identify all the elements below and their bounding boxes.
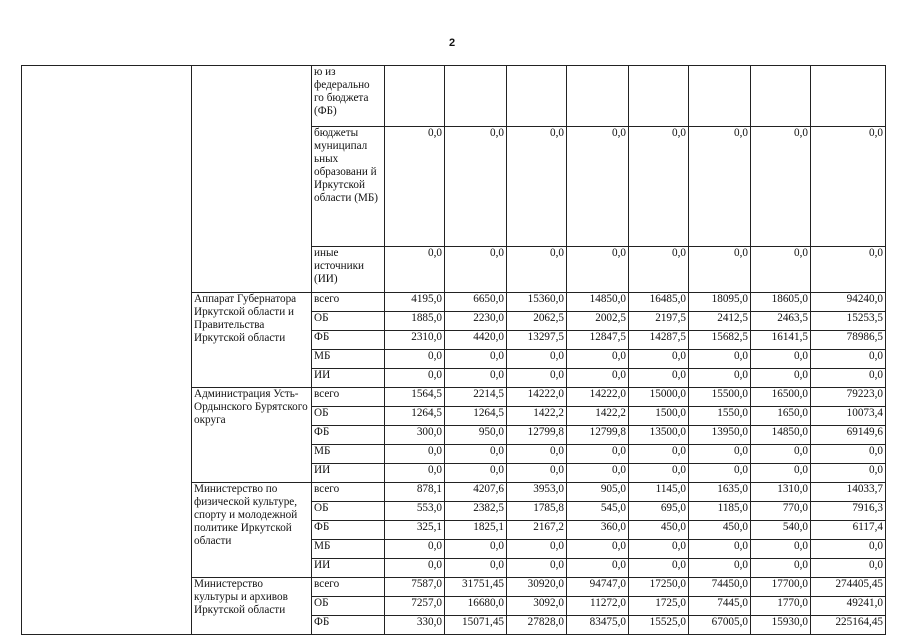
value-cell: 2230,0 bbox=[445, 312, 507, 331]
value-cell: 1785,8 bbox=[507, 502, 567, 521]
value-cell: 2197,5 bbox=[629, 312, 689, 331]
value-cell: 1635,0 bbox=[689, 483, 751, 502]
value-cell: 0,0 bbox=[507, 464, 567, 483]
value-cell: 450,0 bbox=[689, 521, 751, 540]
value-cell: 6117,4 bbox=[811, 521, 886, 540]
source-label: ОБ bbox=[312, 312, 385, 331]
value-cell: 11272,0 bbox=[567, 597, 629, 616]
value-cell: 0,0 bbox=[751, 559, 811, 578]
value-cell: 1564,5 bbox=[385, 388, 445, 407]
value-cell: 0,0 bbox=[567, 369, 629, 388]
value-cell: 1885,0 bbox=[385, 312, 445, 331]
value-cell: 18095,0 bbox=[689, 293, 751, 312]
value-cell: 14850,0 bbox=[567, 293, 629, 312]
value-cell: 0,0 bbox=[629, 350, 689, 369]
value-cell: 17700,0 bbox=[751, 578, 811, 597]
value-cell: 6650,0 bbox=[445, 293, 507, 312]
value-cell: 16141,5 bbox=[751, 331, 811, 350]
value-cell: 950,0 bbox=[445, 426, 507, 445]
value-cell: 1770,0 bbox=[751, 597, 811, 616]
source-label-continued: иные источники (ИИ) bbox=[312, 247, 385, 293]
value-cell: 1145,0 bbox=[629, 483, 689, 502]
value-cell: 0,0 bbox=[445, 464, 507, 483]
value-cell: 0,0 bbox=[567, 247, 629, 293]
value-cell bbox=[811, 66, 886, 127]
value-cell: 3092,0 bbox=[507, 597, 567, 616]
value-cell: 17250,0 bbox=[629, 578, 689, 597]
value-cell: 0,0 bbox=[507, 540, 567, 559]
value-cell: 4207,6 bbox=[445, 483, 507, 502]
value-cell: 0,0 bbox=[629, 559, 689, 578]
value-cell: 7587,0 bbox=[385, 578, 445, 597]
table-row bbox=[22, 66, 886, 127]
value-cell: 0,0 bbox=[629, 540, 689, 559]
value-cell: 15682,5 bbox=[689, 331, 751, 350]
value-cell: 0,0 bbox=[811, 247, 886, 293]
value-cell: 12847,5 bbox=[567, 331, 629, 350]
value-cell: 15000,0 bbox=[629, 388, 689, 407]
source-label: ФБ bbox=[312, 616, 385, 635]
value-cell: 1185,0 bbox=[689, 502, 751, 521]
org-cell-continued bbox=[192, 66, 312, 293]
value-cell: 15500,0 bbox=[689, 388, 751, 407]
value-cell: 14222,0 bbox=[507, 388, 567, 407]
value-cell: 695,0 bbox=[629, 502, 689, 521]
source-label: ФБ bbox=[312, 426, 385, 445]
value-cell: 0,0 bbox=[507, 445, 567, 464]
source-label: всего bbox=[312, 483, 385, 502]
value-cell: 4195,0 bbox=[385, 293, 445, 312]
value-cell: 14033,7 bbox=[811, 483, 886, 502]
source-label-continued: ю из федерально го бюджета (ФБ) bbox=[312, 66, 385, 127]
value-cell: 14222,0 bbox=[567, 388, 629, 407]
value-cell: 0,0 bbox=[445, 247, 507, 293]
value-cell: 2167,2 bbox=[507, 521, 567, 540]
value-cell: 2463,5 bbox=[751, 312, 811, 331]
value-cell: 14287,5 bbox=[629, 331, 689, 350]
value-cell: 49241,0 bbox=[811, 597, 886, 616]
value-cell: 0,0 bbox=[385, 540, 445, 559]
value-cell: 27828,0 bbox=[507, 616, 567, 635]
value-cell: 0,0 bbox=[507, 127, 567, 247]
value-cell: 7445,0 bbox=[689, 597, 751, 616]
value-cell: 15360,0 bbox=[507, 293, 567, 312]
value-cell bbox=[689, 66, 751, 127]
value-cell: 2062,5 bbox=[507, 312, 567, 331]
value-cell: 1264,5 bbox=[385, 407, 445, 426]
value-cell: 360,0 bbox=[567, 521, 629, 540]
value-cell: 15071,45 bbox=[445, 616, 507, 635]
value-cell: 2310,0 bbox=[385, 331, 445, 350]
source-label: ОБ bbox=[312, 407, 385, 426]
budget-table bbox=[21, 65, 886, 635]
value-cell: 0,0 bbox=[689, 350, 751, 369]
value-cell: 0,0 bbox=[507, 247, 567, 293]
value-cell: 0,0 bbox=[629, 445, 689, 464]
value-cell: 450,0 bbox=[629, 521, 689, 540]
page-number: 2 bbox=[448, 37, 456, 49]
value-cell bbox=[629, 66, 689, 127]
value-cell: 0,0 bbox=[567, 559, 629, 578]
program-column-blank bbox=[22, 66, 192, 635]
value-cell: 330,0 bbox=[385, 616, 445, 635]
value-cell: 553,0 bbox=[385, 502, 445, 521]
value-cell: 13297,5 bbox=[507, 331, 567, 350]
value-cell: 0,0 bbox=[567, 540, 629, 559]
value-cell: 30920,0 bbox=[507, 578, 567, 597]
value-cell: 0,0 bbox=[385, 369, 445, 388]
value-cell bbox=[507, 66, 567, 127]
value-cell: 0,0 bbox=[567, 464, 629, 483]
value-cell: 0,0 bbox=[751, 540, 811, 559]
source-label: МБ bbox=[312, 540, 385, 559]
source-label: ФБ bbox=[312, 331, 385, 350]
value-cell: 0,0 bbox=[751, 127, 811, 247]
org-name: Министерство культуры и архивов Иркутской области bbox=[192, 578, 312, 635]
value-cell: 1422,2 bbox=[507, 407, 567, 426]
value-cell: 2382,5 bbox=[445, 502, 507, 521]
value-cell: 0,0 bbox=[689, 559, 751, 578]
source-label: ОБ bbox=[312, 597, 385, 616]
source-label: всего bbox=[312, 388, 385, 407]
value-cell: 0,0 bbox=[811, 350, 886, 369]
value-cell: 0,0 bbox=[751, 350, 811, 369]
source-label: ИИ bbox=[312, 464, 385, 483]
source-label: ИИ bbox=[312, 369, 385, 388]
value-cell: 79223,0 bbox=[811, 388, 886, 407]
value-cell: 13500,0 bbox=[629, 426, 689, 445]
value-cell: 15525,0 bbox=[629, 616, 689, 635]
value-cell: 770,0 bbox=[751, 502, 811, 521]
value-cell: 12799,8 bbox=[507, 426, 567, 445]
value-cell: 4420,0 bbox=[445, 331, 507, 350]
value-cell: 16680,0 bbox=[445, 597, 507, 616]
value-cell: 0,0 bbox=[445, 127, 507, 247]
value-cell: 545,0 bbox=[567, 502, 629, 521]
org-name: Аппарат Губернатора Иркутской области и Правительства Иркутской области bbox=[192, 293, 312, 388]
value-cell: 14850,0 bbox=[751, 426, 811, 445]
value-cell: 0,0 bbox=[811, 464, 886, 483]
value-cell: 0,0 bbox=[567, 445, 629, 464]
value-cell: 0,0 bbox=[689, 127, 751, 247]
value-cell: 3953,0 bbox=[507, 483, 567, 502]
value-cell: 0,0 bbox=[629, 127, 689, 247]
value-cell: 31751,45 bbox=[445, 578, 507, 597]
org-name: Администрация Усть-Ордынского Бурятского округа bbox=[192, 388, 312, 483]
value-cell: 1500,0 bbox=[629, 407, 689, 426]
value-cell: 16500,0 bbox=[751, 388, 811, 407]
value-cell: 0,0 bbox=[507, 369, 567, 388]
value-cell: 0,0 bbox=[385, 350, 445, 369]
value-cell: 225164,45 bbox=[811, 616, 886, 635]
value-cell: 0,0 bbox=[629, 247, 689, 293]
value-cell: 540,0 bbox=[751, 521, 811, 540]
value-cell: 0,0 bbox=[385, 445, 445, 464]
value-cell: 0,0 bbox=[689, 540, 751, 559]
value-cell: 0,0 bbox=[507, 350, 567, 369]
value-cell: 0,0 bbox=[445, 559, 507, 578]
value-cell: 1650,0 bbox=[751, 407, 811, 426]
value-cell: 0,0 bbox=[689, 464, 751, 483]
value-cell: 2412,5 bbox=[689, 312, 751, 331]
value-cell: 274405,45 bbox=[811, 578, 886, 597]
value-cell: 0,0 bbox=[689, 445, 751, 464]
value-cell: 300,0 bbox=[385, 426, 445, 445]
value-cell: 18605,0 bbox=[751, 293, 811, 312]
value-cell: 0,0 bbox=[811, 540, 886, 559]
source-label: ОБ bbox=[312, 502, 385, 521]
value-cell: 0,0 bbox=[445, 540, 507, 559]
value-cell: 83475,0 bbox=[567, 616, 629, 635]
value-cell: 0,0 bbox=[751, 247, 811, 293]
value-cell bbox=[385, 66, 445, 127]
value-cell: 2002,5 bbox=[567, 312, 629, 331]
value-cell: 0,0 bbox=[811, 127, 886, 247]
value-cell: 0,0 bbox=[567, 350, 629, 369]
value-cell: 15253,5 bbox=[811, 312, 886, 331]
value-cell: 69149,6 bbox=[811, 426, 886, 445]
value-cell bbox=[567, 66, 629, 127]
source-label: всего bbox=[312, 578, 385, 597]
source-label: ИИ bbox=[312, 559, 385, 578]
value-cell: 2214,5 bbox=[445, 388, 507, 407]
value-cell: 13950,0 bbox=[689, 426, 751, 445]
value-cell: 0,0 bbox=[385, 464, 445, 483]
value-cell: 0,0 bbox=[445, 350, 507, 369]
source-label: МБ bbox=[312, 445, 385, 464]
value-cell: 0,0 bbox=[751, 464, 811, 483]
value-cell: 0,0 bbox=[751, 445, 811, 464]
value-cell: 1422,2 bbox=[567, 407, 629, 426]
value-cell: 0,0 bbox=[385, 127, 445, 247]
value-cell: 0,0 bbox=[385, 559, 445, 578]
value-cell: 74450,0 bbox=[689, 578, 751, 597]
value-cell: 1825,1 bbox=[445, 521, 507, 540]
value-cell: 67005,0 bbox=[689, 616, 751, 635]
source-label-continued: бюджеты муниципал ьных образовани й Иркутской области (МБ) bbox=[312, 127, 385, 247]
value-cell: 1310,0 bbox=[751, 483, 811, 502]
value-cell: 0,0 bbox=[445, 445, 507, 464]
value-cell: 0,0 bbox=[385, 247, 445, 293]
value-cell: 78986,5 bbox=[811, 331, 886, 350]
value-cell: 0,0 bbox=[751, 369, 811, 388]
value-cell: 15930,0 bbox=[751, 616, 811, 635]
budget-table-body bbox=[22, 66, 886, 635]
source-label: всего bbox=[312, 293, 385, 312]
value-cell: 7257,0 bbox=[385, 597, 445, 616]
value-cell: 16485,0 bbox=[629, 293, 689, 312]
value-cell: 0,0 bbox=[629, 369, 689, 388]
value-cell: 7916,3 bbox=[811, 502, 886, 521]
value-cell: 0,0 bbox=[507, 559, 567, 578]
value-cell: 0,0 bbox=[689, 369, 751, 388]
value-cell: 0,0 bbox=[811, 369, 886, 388]
value-cell: 1725,0 bbox=[629, 597, 689, 616]
org-name: Министерство по физической культуре, спорту и молодежной политике Иркутской области bbox=[192, 483, 312, 578]
source-label: МБ bbox=[312, 350, 385, 369]
value-cell: 0,0 bbox=[567, 127, 629, 247]
value-cell: 94240,0 bbox=[811, 293, 886, 312]
value-cell: 878,1 bbox=[385, 483, 445, 502]
value-cell: 325,1 bbox=[385, 521, 445, 540]
value-cell bbox=[445, 66, 507, 127]
value-cell: 94747,0 bbox=[567, 578, 629, 597]
value-cell: 0,0 bbox=[445, 369, 507, 388]
value-cell bbox=[751, 66, 811, 127]
source-label: ФБ bbox=[312, 521, 385, 540]
value-cell: 0,0 bbox=[689, 247, 751, 293]
value-cell: 12799,8 bbox=[567, 426, 629, 445]
value-cell: 10073,4 bbox=[811, 407, 886, 426]
value-cell: 1264,5 bbox=[445, 407, 507, 426]
value-cell: 0,0 bbox=[811, 559, 886, 578]
value-cell: 0,0 bbox=[811, 445, 886, 464]
value-cell: 0,0 bbox=[629, 464, 689, 483]
value-cell: 905,0 bbox=[567, 483, 629, 502]
value-cell: 1550,0 bbox=[689, 407, 751, 426]
